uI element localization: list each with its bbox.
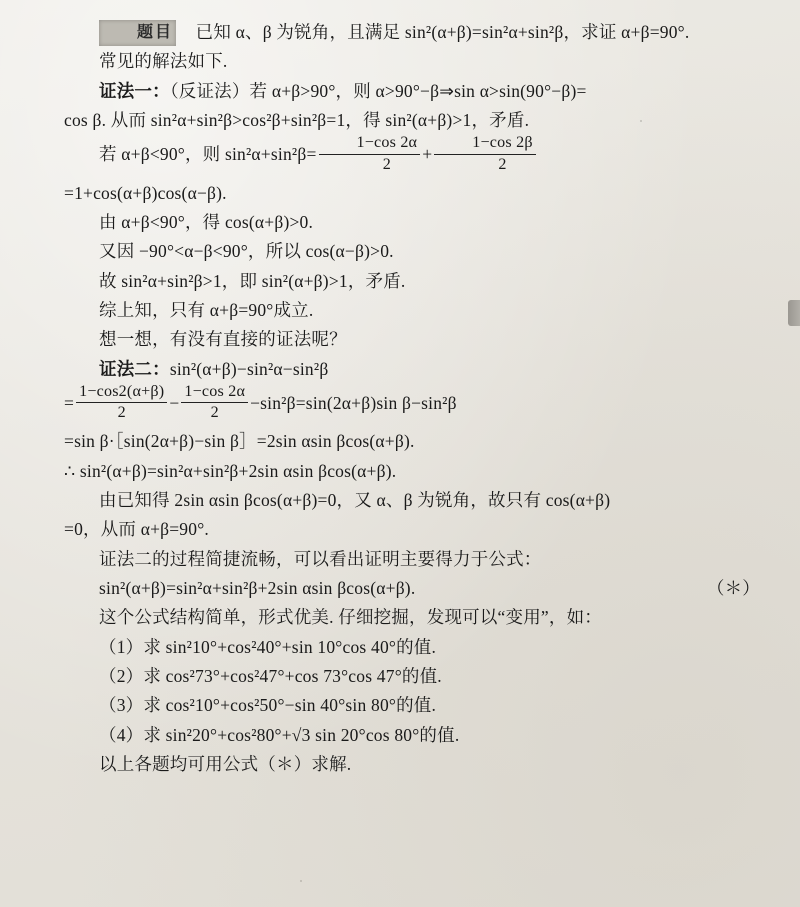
proof1-line8: 综上知，只有 α+β=90°成立. (99, 299, 314, 320)
proof2-line1: sin²(α+β)−sin²α−sin²β (169, 358, 329, 379)
fraction-1-numerator: 1−cos 2α (319, 133, 421, 155)
fraction-4-numerator: 1−cos 2α (181, 382, 248, 404)
remark-line: 证法二的过程简捷流畅，可以看出证明主要得力于公式： (99, 548, 542, 569)
proof2-line2-eq: = (64, 393, 75, 414)
proof1-line3 (64, 135, 766, 177)
proof1-line4: =1+cos(α+β)cos(α−β). (64, 182, 227, 203)
proof1-label: 证法一： (99, 80, 170, 101)
proof1-line2: cos β. 从而 sin²α+sin²β>cos²β+sin²β=1，得 sin²(α+β)>1，矛盾. (64, 110, 530, 131)
proof2-line5: 由已知得 2sin αsin βcos(α+β)=0，又 α、β 为锐角，故只有 cos(α+β) (99, 489, 611, 510)
paper-speck (120, 640, 123, 643)
closing-line: 以上各题均可用公式（＊）求解. (99, 753, 352, 774)
proof1-line3-pre: 若 α+β<90°，则 sin²α+sin²β= (99, 144, 317, 165)
proof2-line3: =sin β·［sin(2α+β)−sin β］=2sin αsin βcos(α+β). (64, 431, 415, 452)
common-method-line: 常见的解法如下. (99, 51, 228, 72)
fraction-1-denominator: 2 (382, 155, 391, 173)
paper-speck (640, 120, 642, 122)
page-body (64, 18, 766, 778)
page-edge-marker (788, 300, 800, 326)
proof2-line2-tail: −sin²β=sin(2α+β)sin β−sin²β (250, 393, 457, 414)
problem-paragraph (64, 18, 766, 46)
think-line: 想一想，有没有直接的证法呢？ (99, 329, 347, 350)
fraction-1 (319, 133, 421, 175)
proof2-line6: =0，从而 α+β=90°. (64, 519, 209, 540)
proof1-line5: 由 α+β<90°，得 cos(α+β)>0. (99, 211, 314, 232)
fraction-3-denominator: 2 (117, 404, 126, 422)
proof2-line4: ∴ sin²(α+β)=sin²α+sin²β+2sin αsin βcos(α+β). (64, 460, 397, 481)
exercise-1: （1）求 sin²10°+cos²40°+sin 10°cos 40°的值. (99, 636, 437, 657)
proof2-line2 (64, 384, 766, 426)
proof1-line7: 故 sin²α+sin²β>1，即 sin²(α+β)>1，矛盾. (99, 270, 406, 291)
fraction-2-denominator: 2 (498, 155, 507, 173)
fraction-2-numerator: 1−cos 2β (434, 133, 535, 155)
proof1-line6: 又因 −90°<α−β<90°，所以 cos(α−β)>0. (99, 241, 394, 262)
exercise-2: （2）求 cos²73°+cos²47°+cos 73°cos 47°的值. (99, 665, 442, 686)
problem-label: 题目 (99, 20, 176, 46)
fraction-3 (76, 382, 167, 424)
structure-line: 这个公式结构简单，形式优美. 仔细挖掘，发现可以“变用”，如： (99, 607, 602, 628)
formula-star-row (64, 574, 766, 602)
proof1-line3-mid: + (422, 144, 433, 165)
formula-star: sin²(α+β)=sin²α+sin²β+2sin αsin βcos(α+β). (99, 577, 416, 598)
fraction-4 (181, 382, 248, 424)
formula-star-tag: （＊） (706, 577, 760, 598)
fraction-2 (434, 133, 535, 175)
exercise-3: （3）求 cos²10°+cos²50°−sin 40°sin 80°的值. (99, 695, 437, 716)
proof1-line1: （反证法）若 α+β>90°，则 α>90°−β⇒sin α>sin(90°−β)= (169, 80, 587, 101)
proof2-line2-minus: − (169, 393, 180, 414)
problem-statement: 已知 α、β 为锐角，且满足 sin²(α+β)=sin²α+sin²β，求证 α+β=90°. (195, 22, 690, 42)
proof1-heading-line (64, 77, 766, 105)
proof2-heading-line (64, 355, 766, 383)
fraction-4-denominator: 2 (210, 404, 219, 422)
fraction-3-numerator: 1−cos2(α+β) (76, 382, 167, 404)
proof2-label: 证法二： (99, 358, 170, 379)
exercise-4: （4）求 sin²20°+cos²80°+√3 sin 20°cos 80°的值. (99, 724, 460, 745)
paper-speck (300, 880, 302, 882)
